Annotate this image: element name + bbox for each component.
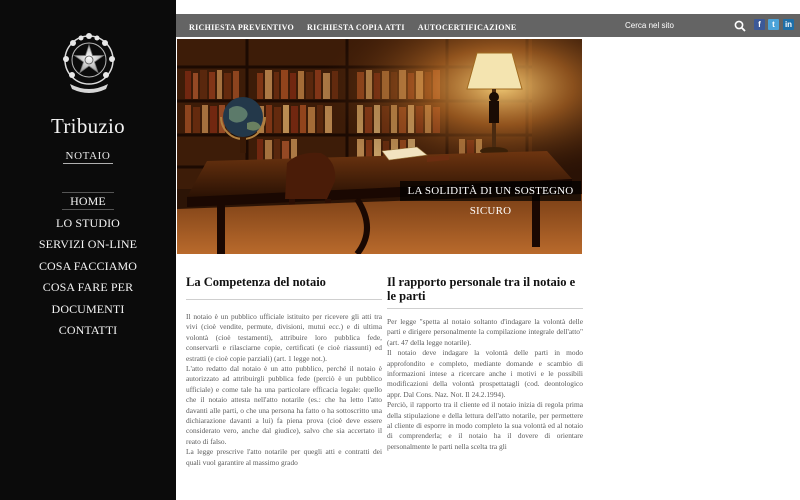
article-paragraph: L'atto redatto dal notaio è un atto pubblico, perché il notaio è autorizzato ad attribuirgli pubblica fede (perciò è un pubblico ufficiale) e come tale ha una particolare efficacia legale: quello che il notaio attesta nell'atto notarile (es.: che ha letto l'atto davanti alle parti, o che una persona ha fatto o ha sottoscritto una dichiarazione davanti a lui) fa piena prova (cioè deve essere considerato vero, anche dal giudice), salvo che sia accertato il reato di falso. bbox=[186, 364, 382, 446]
sidebar bbox=[0, 0, 176, 500]
link-richiesta-copia-atti[interactable]: RICHIESTA COPIA ATTI bbox=[307, 23, 405, 32]
search-input[interactable]: Cerca nel sito bbox=[625, 21, 674, 30]
title-divider bbox=[387, 308, 583, 309]
article-paragraph: Il notaio è un pubblico ufficiale istituito per ricevere gli atti tra vivi (cioè vendite, permute, divisioni, mutui ecc.) e di ultima volontà (cioè testamenti), attribuire loro pubblica fede, conservarli e rilasciarne copie, certificati (e cioè riassunti) ed estratti (e cioè copie parziali) (art. 1 legge not.). bbox=[186, 312, 382, 363]
sidebar-item-contatti[interactable]: CONTATTI bbox=[58, 323, 118, 337]
sidebar-item-cosa-facciamo[interactable]: COSA FACCIAMO bbox=[38, 258, 138, 273]
facebook-icon[interactable]: f bbox=[754, 19, 765, 30]
twitter-icon[interactable]: t bbox=[768, 19, 779, 30]
sidebar-item-servizi-on-line[interactable]: SERVIZI ON-LINE bbox=[38, 237, 138, 251]
article-competenza bbox=[186, 275, 382, 468]
hero-caption: LA SOLIDITÀ DI UN SOSTEGNO SICURO bbox=[400, 181, 581, 201]
search-icon[interactable] bbox=[734, 19, 746, 31]
article-paragraph: Il notaio deve indagare la volontà delle parti in modo approfondito e completo, mediante domande e scambio di informazioni intese a ricercare anche i motivi e le possibili modificazioni della volontà prospettatagli (cod. deontologico appr. Dal Cons. Naz. Not. Il 24.2.1994). bbox=[387, 348, 583, 399]
top-bar bbox=[176, 14, 800, 37]
sidebar-item-documenti[interactable]: DOCUMENTI bbox=[51, 301, 125, 316]
linkedin-icon[interactable]: in bbox=[784, 20, 793, 29]
republic-emblem-logo[interactable] bbox=[60, 32, 118, 94]
brand-subtitle bbox=[0, 146, 176, 164]
sidebar-item-cosa-fare-per[interactable]: COSA FARE PER bbox=[42, 280, 134, 294]
brand-name[interactable]: Tribuzio bbox=[51, 114, 125, 138]
title-divider bbox=[186, 299, 382, 300]
hero-banner bbox=[177, 39, 582, 254]
link-richiesta-preventivo[interactable]: RICHIESTA PREVENTIVO bbox=[189, 23, 295, 32]
link-autocertificazione[interactable]: AUTOCERTIFICAZIONE bbox=[417, 23, 517, 32]
article-rapporto bbox=[387, 275, 583, 452]
article-paragraph: Per legge "spetta al notaio soltanto d'indagare la volontà delle parti e dirigere personalmente la compilazione integrale dell'atto" (art. 47 della legge notarile). bbox=[387, 317, 583, 347]
article-title: La Competenza del notaio bbox=[186, 275, 326, 289]
article-title: Il rapporto personale tra il notaio e le parti bbox=[387, 275, 576, 303]
sidebar-nav bbox=[0, 191, 176, 342]
sidebar-item-lo-studio[interactable]: LO STUDIO bbox=[56, 215, 120, 230]
hero-library-image bbox=[177, 39, 582, 254]
brand-subtitle-text: NOTAIO bbox=[63, 150, 114, 164]
article-paragraph: Perciò, il rapporto tra il cliente ed il notaio inizia di regola prima della stipulazione e della lettura dell'atto notarile, per permettere al cliente di esporre in modo completo la sua volontà ed al notaio di comprenderla; e il notaio ha il dovere di orientare personalmente le parti nella scelta tra gli bbox=[387, 400, 583, 451]
top-links bbox=[189, 14, 526, 37]
article-paragraph: La legge prescrive l'atto notarile per quegli atti e contratti dei quali vuol garantire al massimo grado bbox=[186, 447, 382, 467]
sidebar-item-home[interactable] bbox=[0, 191, 176, 213]
sidebar-item-label: HOME bbox=[62, 192, 114, 210]
